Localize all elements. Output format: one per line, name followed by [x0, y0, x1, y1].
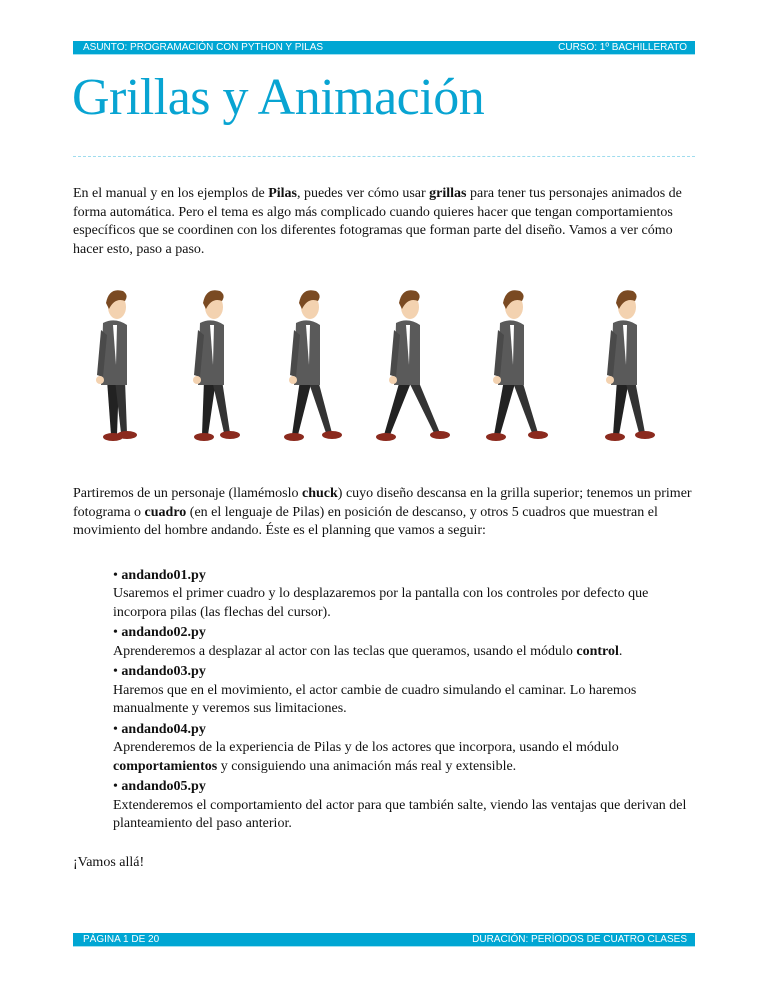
text: Aprenderemos a desplazar al actor con las teclas que queramos, usando el módulo [113, 643, 577, 659]
text: En el manual y en los ejemplos de [73, 186, 269, 201]
text: ) cuyo diseño descansa en la grilla superior; tenemos un primer fotograma o [73, 486, 692, 520]
bullet: • [113, 567, 118, 583]
list-item [113, 721, 698, 777]
page-header [73, 41, 695, 55]
header-course: CURSO: 1º BACHILLERATO [558, 42, 687, 53]
bold-text: chuck [302, 486, 338, 501]
text: Haremos que en el movimiento, el actor cambie de cuadro simulando el caminar. Lo haremos manualmente y veremos sus limitaciones. [113, 682, 637, 716]
intro-paragraph [73, 185, 698, 259]
bold-text: grillas [429, 186, 467, 201]
bold-text: cuadro [144, 504, 187, 520]
text: Partiremos de un personaje (llamémoslo [73, 486, 302, 501]
bullet: • [113, 721, 118, 737]
list-item [113, 567, 698, 623]
walking-man-frame [486, 290, 548, 441]
walking-man-frame [193, 290, 240, 441]
text: Aprenderemos de la experiencia de Pilas y de los actores que incorpora, usando el módulo [113, 740, 619, 755]
text: Usaremos el primer cuadro y lo desplazaremos por la pantalla con los controles por defecto que incorpora pilas (las flechas del cursor). [113, 586, 649, 620]
title-divider [73, 156, 695, 157]
page-title: Grillas y Animación [72, 69, 485, 126]
file-name: andando03.py [121, 664, 206, 679]
bold-text: comportamientos [113, 758, 218, 774]
bullet: • [113, 664, 118, 679]
text: . [618, 643, 623, 659]
walking-man-frame [376, 290, 450, 441]
closing-text: ¡Vamos allá! [73, 854, 145, 870]
walking-man-frame [605, 290, 655, 441]
page-number: PÁGINA 1 DE 20 [83, 934, 160, 945]
file-name: andando01.py [121, 567, 206, 583]
bold-text: Pilas [268, 186, 297, 201]
walk-cycle-sprite-sheet [90, 285, 690, 455]
bullet: • [113, 779, 118, 794]
file-name: andando04.py [121, 721, 206, 737]
header-subject: ASUNTO: PROGRAMACIÓN CON PYTHON Y PILAS [83, 42, 324, 53]
walking-man-frame [284, 290, 342, 441]
planning-list [113, 567, 698, 834]
page-footer [73, 933, 695, 947]
file-name: andando02.py [121, 625, 206, 640]
text: , puedes ver cómo usar [296, 186, 430, 201]
list-item [113, 624, 698, 661]
text: para tener tus personajes animados de forma automática. Pero el tema es algo más complicado cuando quieres hacer que tengan comportamientos específicos que se coordinen con los diferentes fotogramas que forman parte del diseño. Vamos a ver cómo hacer esto, paso a paso. [73, 186, 682, 257]
planning-paragraph [73, 485, 698, 541]
text: Extenderemos el comportamiento del actor para que también salte, viendo las ventajas que derivan del planteamiento del paso anterior. [113, 797, 687, 831]
list-item [113, 663, 698, 719]
duration: DURACIÓN: PERÍODOS DE CUATRO CLASES [472, 934, 687, 945]
text: y consiguiendo una animación más real y extensible. [217, 758, 517, 774]
page-content [73, 185, 698, 872]
text: (en el lenguaje de Pilas) en posición de descanso, y otros 5 cuadros que muestran el movimiento del hombre andando. Éste es el planning que vamos a seguir: [73, 504, 658, 538]
walking-man-frame [96, 290, 137, 441]
bullet: • [113, 625, 118, 640]
file-name: andando05.py [121, 779, 206, 794]
bold-text: control [576, 643, 619, 659]
list-item [113, 778, 698, 834]
